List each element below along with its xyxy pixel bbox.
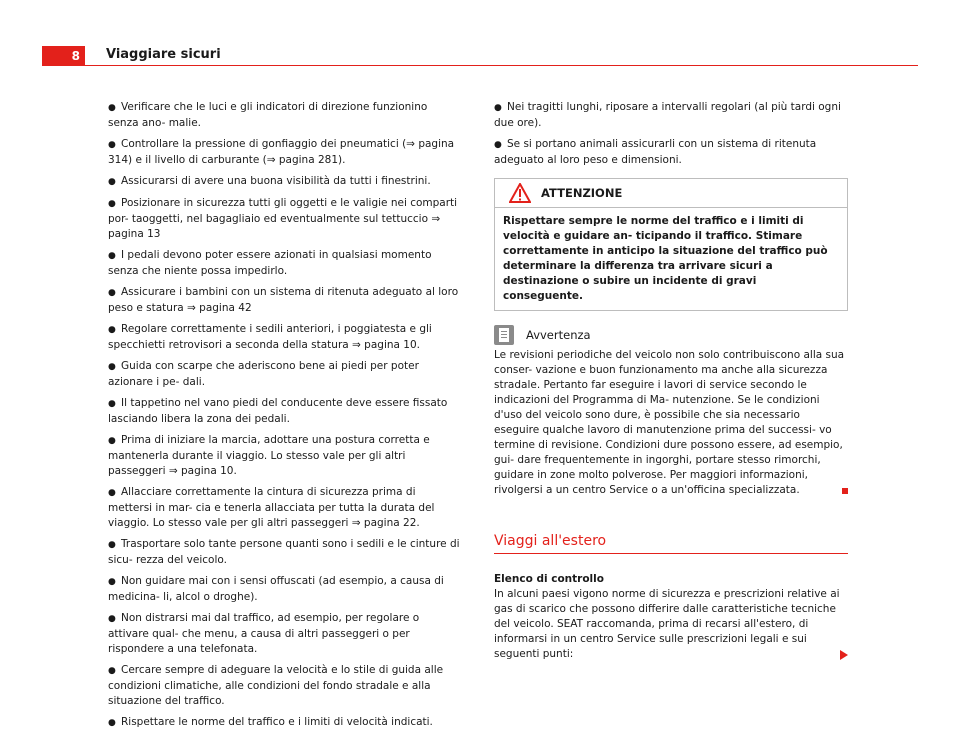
bullet-dot-icon: ● (494, 103, 502, 113)
bullet-item: ● Nei tragitti lunghi, riposare a intervalli regolari (al più tardi ogni due ore). (494, 101, 841, 129)
bullet-dot-icon: ● (108, 103, 116, 113)
bullet-dot-icon: ● (108, 666, 116, 676)
bullet-dot-icon: ● (108, 488, 116, 498)
bullet-dot-icon: ● (108, 177, 116, 187)
bullet-item: ● Posizionare in sicurezza tutti gli oggetti e le valigie nei comparti por- taoggetti, nel bagagliaio ed eventualmente sul tettuccio ⇒ pagina 13 (108, 197, 458, 240)
bullet-item: ● Cercare sempre di adeguare la velocità e lo stile di guida alle condizioni climatiche, alle condizioni del fondo stradale e alla situazione del traffico. (108, 664, 444, 707)
header-rule (85, 65, 918, 66)
bullet-item: ● Se si portano animali assicurarli con un sistema di ritenuta adeguato al loro peso e dimensioni. (494, 138, 817, 166)
bullet-item: ● Guida con scarpe che aderiscono bene ai piedi per poter azionare i pe- dali. (108, 360, 419, 388)
section-paragraph: In alcuni paesi vigono norme di sicurezza e prescrizioni relative ai gas di scarico che possono differire dalle caratteristiche tecniche del veicolo. SEAT raccomanda, prima di recarsi all'estero, di informarsi in un centro Service sulle prescrizioni legali e sui seguenti punti: (494, 587, 848, 662)
bullet-dot-icon: ● (108, 436, 116, 446)
bullet-item: ● Non guidare mai con i sensi offuscati (ad esempio, a causa di medicina- li, alcol o droghe). (108, 575, 444, 603)
bullet-dot-icon: ● (108, 399, 116, 409)
page-header (0, 0, 960, 70)
warning-header (495, 179, 847, 208)
note-paper-icon (494, 325, 514, 345)
warning-box (494, 178, 848, 311)
note-title: Avvertenza (526, 327, 591, 342)
bullet-item: ● Allacciare correttamente la cintura di sicurezza prima di mettersi in mar- cia e tenerla allacciata per tutta la durata del viaggio. Lo stesso vale per gli altri passeggeri ⇒ pagina 22. (108, 486, 435, 529)
warning-title: ATTENZIONE (541, 185, 623, 200)
bullet-item: ● I pedali devono poter essere azionati in qualsiasi momento senza che niente possa impedirlo. (108, 249, 432, 277)
bullet-item: ● Trasportare solo tante persone quanti sono i sedili e le cinture di sicu- rezza del veicolo. (108, 538, 460, 566)
bullet-item: ● Assicurarsi di avere una buona visibilità da tutti i finestrini. (108, 174, 460, 190)
bullet-item: ● Prima di iniziare la marcia, adottare una postura corretta e mantenerla durante il viaggio. Lo stesso vale per gli altri passeggeri ⇒ pagina 10. (108, 434, 430, 477)
bullet-item: ● Non distrarsi mai dal traffico, ad esempio, per regolare o attivare qual- che menu, a causa di altri passeggeri o per rispondere a una telefonata. (108, 612, 420, 655)
note-text: Le revisioni periodiche del veicolo non solo contribuiscono alla sua conser- vazione e buon funzionamento ma anche alla sicurezza stradale. Pertanto far eseguire i lavori di service secondo le indicazioni del Programma di Ma- nutenzione. Se le condizioni d'uso del veicolo sono dure, è possibile che sia necessario eseguire qualche lavoro di manutenzione prima del successi- vo termine di revisione. Condizioni dure possono essere, ad esempio, gui- dare frequentemente in ingorghi, portare stesso rimorchi, guidare in zone molto polverose. Per maggiori informazioni, rivolgersi a un centro Service o a un'officina specializzata. (494, 348, 848, 498)
bullet-item: ● Rispettare le norme del traffico e i limiti di velocità indicati. (108, 715, 460, 731)
section-title: Viaggi all'estero (494, 534, 848, 554)
chapter-title: Viaggiare sicuri (106, 47, 221, 62)
note-block (494, 325, 848, 498)
warning-triangle-icon (509, 183, 531, 203)
subheading: Elenco di controllo (494, 573, 604, 585)
bullet-dot-icon: ● (108, 577, 116, 587)
page-number: 8 (42, 46, 85, 66)
bullet-dot-icon: ● (108, 362, 116, 372)
bullet-dot-icon: ● (108, 325, 116, 335)
warning-text: Rispettare sempre le norme del traffico e i limiti di velocità e guidare an- ticipando il traffico. Stimare correttamente in anticipo la situazione del traffico può determinare la differenza tra arrivare sicuri a destinazione o subire un incidente di gravi conseguente. (503, 215, 828, 302)
left-column (108, 100, 460, 737)
bullet-dot-icon: ● (108, 251, 116, 261)
bullet-item: ● Regolare correttamente i sedili anteriori, i poggiatesta e gli specchietti retrovisori a seconda della statura ⇒ pagina 10. (108, 323, 432, 351)
end-square-icon (842, 488, 848, 494)
bullet-dot-icon: ● (108, 288, 116, 298)
note-header (494, 325, 848, 345)
bullet-dot-icon: ● (108, 140, 116, 150)
right-column (494, 100, 848, 662)
bullet-item: ● Controllare la pressione di gonfiaggio dei pneumatici (⇒ pagina 314) e il livello di carburante (⇒ pagina 281). (108, 138, 455, 166)
bullet-dot-icon: ● (108, 614, 116, 624)
bullet-item: ● Il tappetino nel vano piedi del conducente deve essere fissato lasciando libera la zona dei pedali. (108, 397, 448, 425)
bullet-item: ● Verificare che le luci e gli indicatori di direzione funzionino senza ano- malie. (108, 101, 428, 129)
bullet-item: ● Assicurare i bambini con un sistema di ritenuta adeguato al loro peso e statura ⇒ pagina 42 (108, 286, 459, 314)
bullet-dot-icon: ● (494, 140, 502, 150)
bullet-dot-icon: ● (108, 540, 116, 550)
bullet-dot-icon: ● (108, 718, 116, 728)
continue-arrow-icon (840, 650, 848, 660)
bullet-dot-icon: ● (108, 199, 116, 209)
